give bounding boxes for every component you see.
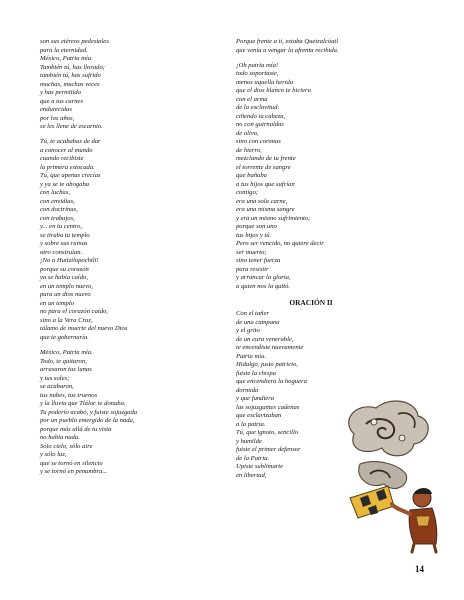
poem-line: porque su corazón	[40, 265, 89, 273]
poem-line: Tú, que apenas crecías	[40, 172, 101, 180]
poem-line: a conocer al mundo	[40, 146, 93, 154]
poem-line: arrasaron tus lunas	[40, 366, 92, 374]
poem-line: y humilde	[236, 437, 262, 445]
poem-line: ya se había caído,	[40, 274, 88, 282]
stanza	[236, 38, 436, 55]
poem-line: de un cura venerable,	[236, 335, 294, 343]
poem-line: de la esclavitud:	[236, 104, 280, 112]
poem-line: fuiste el primer defensor	[236, 446, 301, 454]
poem-line: ¡Oh patria mía!	[236, 61, 279, 69]
poem-line: Con el tañer	[236, 310, 269, 318]
poem-line: Patria mía.	[236, 352, 267, 360]
poem-line: sino tener fuerza	[236, 257, 281, 265]
poem-line: Tu poderío acabó, y fuiste sojuzgada	[40, 408, 138, 416]
poem-line: ¡No a Huitzilopochtli!	[40, 257, 99, 265]
poem-line: de olivo,	[236, 129, 259, 137]
poem-line: Sólo cielo, sólo aire	[40, 442, 93, 450]
aztec-illustration	[336, 394, 442, 554]
poem-line: que te gobernaría.	[40, 333, 89, 341]
poem-line: y sobre sus ruinas	[40, 240, 88, 248]
poem-line: Hidalgo, justo patricio,	[236, 361, 298, 369]
poem-line: no había nada.	[40, 434, 80, 442]
poem-line: de la Patria.	[236, 454, 270, 462]
poem-line: a tus hijos que sufrían	[236, 180, 295, 188]
poem-line: y se tornó en penumbra...	[40, 468, 108, 476]
poem-line: También tú, has llorado;	[40, 63, 105, 71]
poem-line: y ya se te ahogaba	[40, 180, 90, 188]
poem-line: se les llene de escarnio.	[40, 123, 103, 130]
poem-line: para la eternidad.	[40, 46, 88, 54]
poem-line: no con guirnaldas	[236, 121, 284, 129]
poem-line: era una sola carne,	[236, 197, 288, 205]
poem-line: y era un mismo sufrimiento;	[236, 214, 311, 222]
poem-line: dormida	[236, 386, 259, 394]
poem-line: también tú, has sufrido	[40, 72, 101, 79]
poem-line: que encendiera la hoguera	[236, 378, 307, 386]
poem-line: con envidias,	[40, 197, 75, 205]
poem-line: Porque frente a ti, estaba Quetzalcóatl	[236, 38, 339, 45]
stanza	[40, 38, 230, 132]
poem-line: Pero ser vencido, no quiere decir	[236, 240, 324, 248]
poem-line: México, Patria mía.	[40, 55, 93, 62]
poem-line: las sojuzgantes cadenas	[236, 403, 300, 411]
poem-line: tálamo de muerte del nuevo Dios	[40, 325, 128, 333]
poem-line: por un pueblo emergido de la nada,	[40, 417, 135, 425]
poem-line: se acabaron,	[40, 383, 74, 391]
poem-line: que a tus carnes	[40, 97, 84, 105]
poem-line: menos aquella herida	[236, 78, 294, 86]
poem-line: en libertad,	[236, 471, 267, 479]
poem-line: y arrancar la gloria,	[236, 274, 291, 282]
poem-line: la primera estocada.	[40, 163, 95, 171]
poem-line: México, Patria mía.	[40, 349, 93, 357]
poem-line: con luchas,	[40, 189, 71, 197]
stanza	[40, 349, 230, 477]
poem-line: endurecidas	[40, 106, 72, 113]
poem-line: de hierro,	[236, 146, 262, 154]
poem-line: para un dios nuevo	[40, 291, 91, 299]
poem-line: a quien nos la quitó.	[236, 282, 291, 290]
poem-line: Todo, te quitaron,	[40, 357, 87, 365]
page-number: 14	[415, 564, 424, 574]
poem-line: que esclavizaban	[236, 412, 282, 420]
poem-line: fuiste la chispa	[236, 369, 276, 377]
poem-line: por los años,	[40, 114, 75, 122]
poem-line: tus hijos y tú.	[236, 231, 272, 239]
section-heading: ORACIÓN II	[289, 298, 333, 308]
poem-line: te encendiste nuevamente	[236, 344, 304, 352]
poem-line: y tus soles;	[40, 374, 70, 382]
poem-line: con doctrinas,	[40, 206, 78, 214]
poem-line: y... en tu centro,	[40, 223, 83, 231]
poem-line: porque son uno	[236, 223, 277, 231]
poem-line: con el arma	[236, 95, 268, 103]
poem-line: a la patria.	[236, 420, 266, 428]
poem-line: que bañaba	[236, 172, 267, 180]
poem-line: Tú, te acababas de dar	[40, 138, 101, 146]
poem-line: Tú, que ignoto, sencillo	[236, 429, 299, 437]
stanza	[40, 138, 230, 342]
poem-line: ciñendo tu cabeza,	[236, 112, 286, 120]
left-column	[40, 38, 230, 483]
poem-line: no para el corazón caído,	[40, 308, 108, 316]
poem-line: Upiste sublimarte	[236, 463, 284, 471]
poem-line: ser muerto;	[236, 248, 267, 256]
poem-line: otro construían.	[40, 248, 83, 256]
poem-line: en un templo nuevo,	[40, 282, 94, 290]
poem-line: sino a la Vera Cruz,	[40, 316, 93, 324]
poem-line: y la lluvia que Tláloc te donaba.	[40, 400, 126, 408]
poem-line: con trabajos,	[40, 214, 75, 222]
poem-line: y el grito	[236, 327, 260, 335]
poem-line: y que fundiera	[236, 395, 275, 403]
poem-line: de una campana	[236, 318, 280, 326]
poem-line: son sus etéreos pedestales	[40, 38, 109, 45]
poem-line: y has permitido	[40, 89, 82, 96]
poem-line: para resistir	[236, 265, 269, 273]
stanza	[236, 62, 436, 292]
poem-line: porque más allá de tu vista	[40, 425, 112, 433]
poem-line: y sólo luz,	[40, 451, 67, 459]
poem-line: sino con coronas	[236, 138, 281, 146]
poem-line: en un templo	[40, 299, 75, 307]
poem-line: que el dios blanco te hiciera	[236, 87, 311, 95]
poem-line: muchas, muchas veces	[40, 80, 100, 88]
poem-line: que venía a vengar la afrenta recibida.	[236, 46, 339, 54]
poem-line: todo soportaste,	[236, 70, 279, 78]
poem-line: el torrente de sangre	[236, 163, 291, 171]
poem-line: tus nubes, tus truenos	[40, 391, 98, 399]
poem-line: contigo;	[236, 189, 258, 197]
poem-line: mezclando de tu frente	[236, 155, 296, 163]
poem-line: era una misma sangre	[236, 206, 295, 214]
poem-line: que se tornó en silencio	[40, 459, 103, 467]
poem-line: cuando recibiste	[40, 155, 84, 163]
poem-line: se tiraba tu templo	[40, 231, 90, 239]
